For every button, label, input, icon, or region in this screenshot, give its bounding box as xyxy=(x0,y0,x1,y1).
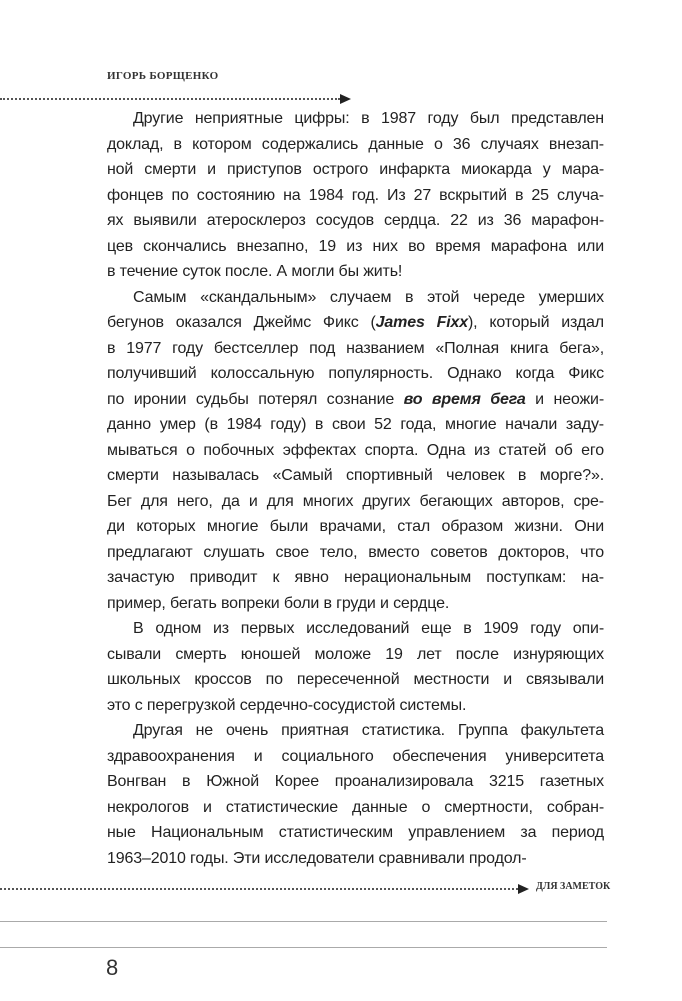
text-line xyxy=(107,106,604,132)
text-segment: смерти называлась «Самый спортивный человек в морге?». xyxy=(107,467,604,484)
text-line xyxy=(107,463,604,489)
paragraph xyxy=(107,616,604,718)
text-segment: ях выявили атеросклероз сосудов сердца. 22 из 36 марафон- xyxy=(107,212,604,229)
text-line xyxy=(107,285,604,311)
page-flow xyxy=(0,106,682,991)
text-segment: в 1977 году бестселлер под названием «Полная книга бега», xyxy=(107,339,604,357)
paragraph xyxy=(107,106,604,285)
text-line xyxy=(107,157,604,183)
text-segment: Другая не очень приятная статистика. Группа факультета xyxy=(133,722,604,739)
text-segment: предлагают слушать свое тело, вместо советов докторов, что xyxy=(107,543,604,561)
text-segment: доклад, в котором содержались данные о 36 случаях внезап- xyxy=(107,135,604,153)
text-line xyxy=(107,565,604,591)
text-line xyxy=(107,795,604,821)
text-segment: ные Национальным статистическим управлением за период xyxy=(107,824,604,841)
text-line xyxy=(107,387,604,413)
emphasized-text: во время бега xyxy=(403,390,526,408)
body-text xyxy=(107,106,604,871)
text-line xyxy=(107,132,604,158)
text-line xyxy=(107,820,604,846)
text-line xyxy=(107,744,604,770)
text-line xyxy=(107,310,604,336)
text-segment: цев скончались внезапно, 19 из них во время марафона или xyxy=(107,237,604,255)
text-line xyxy=(107,183,604,209)
notes-label: ДЛЯ ЗАМЕТОК xyxy=(536,881,611,892)
text-segment: некрологов и статистические данные о смертности, собран- xyxy=(107,798,604,816)
running-head-author: ИГОРЬ БОРЩЕНКО xyxy=(107,70,219,82)
text-segment: Самым «скандальным» случаем в этой череде умерших xyxy=(133,288,604,306)
paragraph xyxy=(107,718,604,871)
text-line xyxy=(107,718,604,744)
text-line xyxy=(107,769,604,795)
header-dotted-line xyxy=(0,98,340,100)
text-segment: ), который издал xyxy=(468,314,604,331)
footer-dotted-line xyxy=(0,888,518,890)
text-segment: бегунов оказался Джеймс Фикс ( xyxy=(107,314,376,331)
text-line xyxy=(107,514,604,540)
text-line xyxy=(107,642,604,668)
text-line xyxy=(107,259,604,285)
text-segment: сывали смерть юношей моложе 19 лет после изнуряющих xyxy=(107,645,604,663)
text-segment: пример, бегать вопреки боли в груди и сердце. xyxy=(107,594,450,612)
text-segment: здравоохранения и социального обеспечения университета xyxy=(107,747,604,765)
paragraph xyxy=(107,285,604,617)
text-segment: Вонгван в Южной Корее проанализировала 3215 газетных xyxy=(107,773,604,790)
text-segment: школьных кроссов по пересеченной местности и связывали xyxy=(107,671,604,688)
text-line xyxy=(107,336,604,362)
text-segment: и неожи- xyxy=(525,390,604,408)
text-segment: по иронии судьбы потерял сознание xyxy=(107,390,404,408)
header-arrow-icon xyxy=(340,94,351,104)
text-segment: в течение суток после. А могли бы жить! xyxy=(107,263,403,280)
text-segment: получивший колоссальную популярность. Однако когда Фикс xyxy=(107,365,604,382)
text-segment: Другие неприятные цифры: в 1987 году был представлен xyxy=(133,110,604,127)
footer-arrow-icon xyxy=(518,884,529,894)
text-segment: Бег для него, да и для многих других бегающих авторов, сре- xyxy=(107,492,604,510)
text-line xyxy=(107,846,604,872)
text-line xyxy=(107,667,604,693)
text-line xyxy=(107,438,604,464)
text-segment: зачастую приводит к явно нерациональным поступкам: на- xyxy=(107,569,604,586)
text-segment: это с перегрузкой сердечно-сосудистой системы. xyxy=(107,696,467,714)
text-line xyxy=(107,616,604,642)
notes-line-1 xyxy=(0,921,607,922)
page-number: 8 xyxy=(106,955,119,980)
text-segment: ди которых многие были врачами, стал образом жизни. Они xyxy=(107,518,604,535)
text-line xyxy=(107,693,604,719)
notes-line-2 xyxy=(0,947,607,948)
text-line xyxy=(107,234,604,260)
text-segment: фонцев по состоянию на 1984 год. Из 27 вскрытий в 25 случа- xyxy=(107,186,604,204)
emphasized-text: James Fixx xyxy=(375,314,468,331)
text-line xyxy=(107,540,604,566)
text-line xyxy=(107,208,604,234)
text-line xyxy=(107,489,604,515)
text-line xyxy=(107,591,604,617)
text-segment: В одном из первых исследований еще в 1909 году опи- xyxy=(133,620,604,637)
text-segment: данно умер (в 1984 году) в свои 52 года, многие начали заду- xyxy=(107,416,604,433)
text-line xyxy=(107,361,604,387)
page-footer xyxy=(0,881,682,991)
text-line xyxy=(107,412,604,438)
text-segment: мываться о побочных эффектах спорта. Одна из статей об его xyxy=(107,441,604,459)
text-segment: ной смерти и приступов острого инфаркта миокарда у мара- xyxy=(107,161,604,178)
text-segment: 1963–2010 годы. Эти исследователи сравнивали продол- xyxy=(107,849,527,867)
